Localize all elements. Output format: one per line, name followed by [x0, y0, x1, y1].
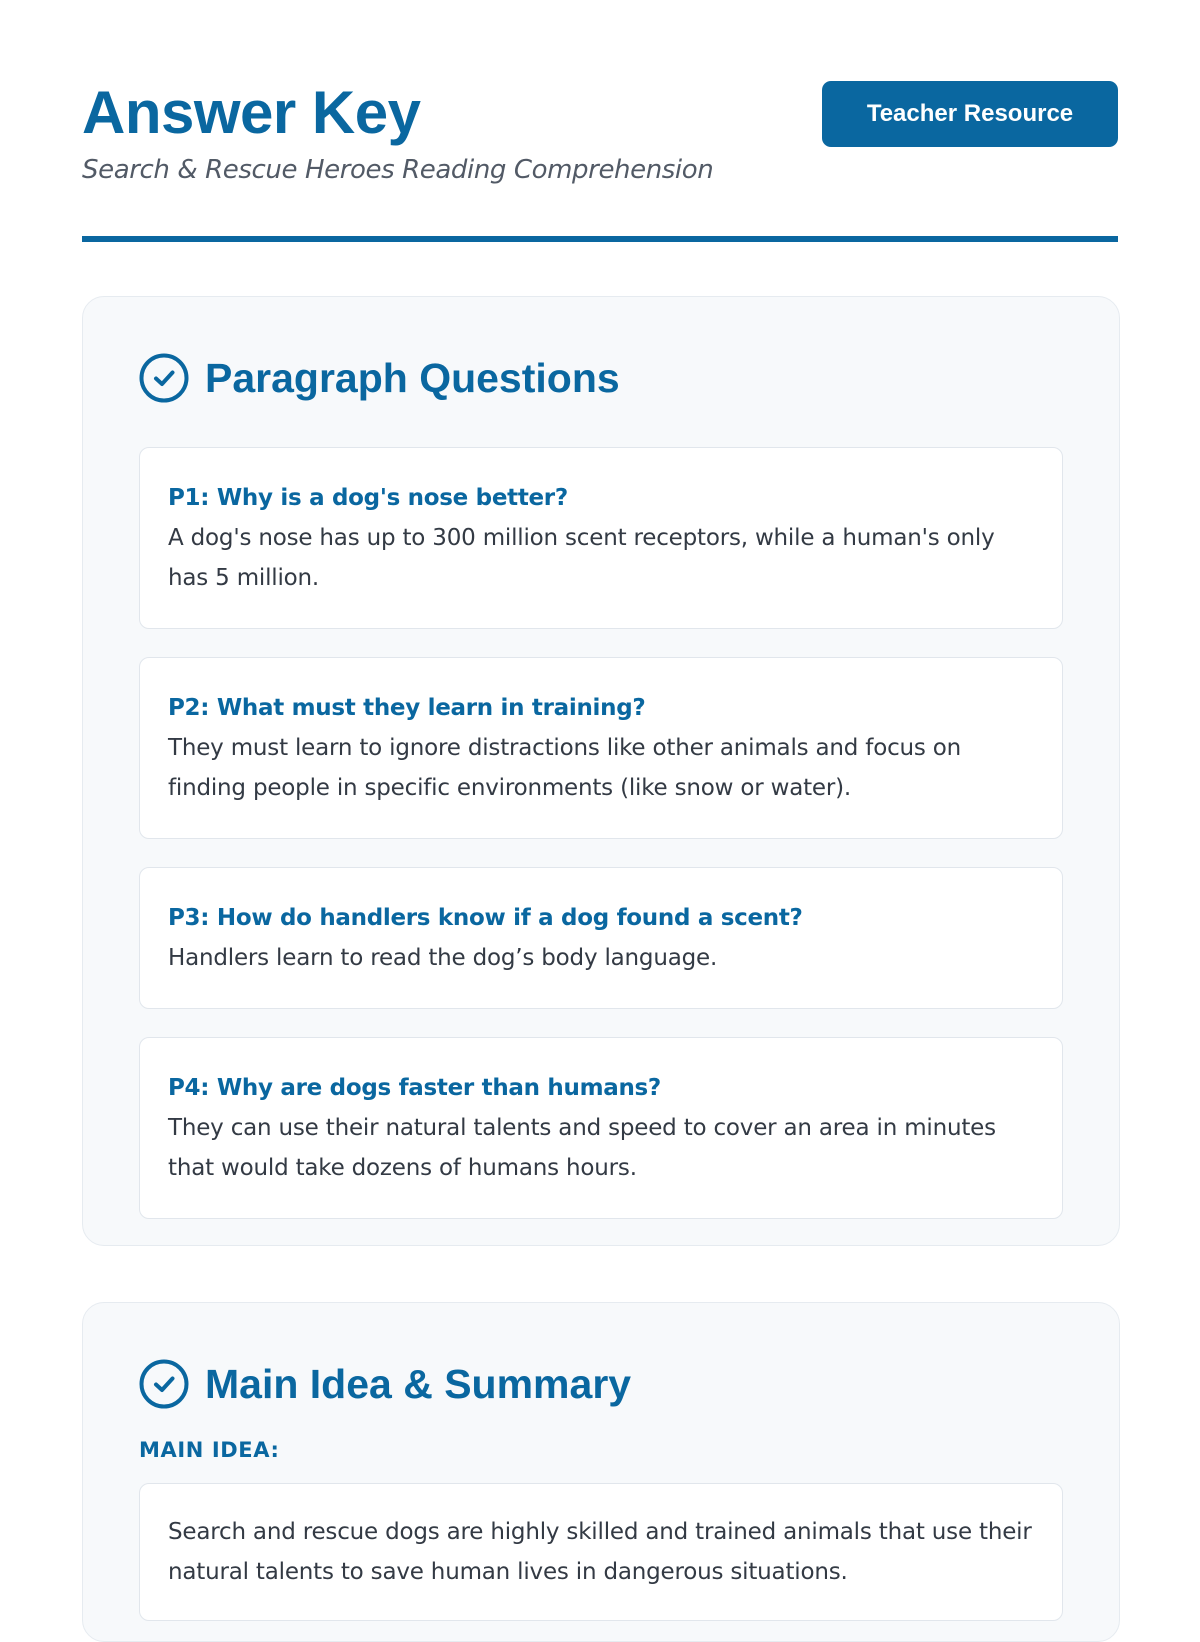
page-subtitle: Search & Rescue Heroes Reading Comprehension: [82, 155, 714, 185]
main-idea-card: [139, 1483, 1063, 1621]
page-title: Answer Key: [82, 79, 421, 146]
qa-card-p3: [139, 867, 1063, 1009]
qa-card-p2: [139, 657, 1063, 839]
answer-text: They must learn to ignore distractions like other animals and focus on finding people in specific environments (like snow or water).: [168, 735, 962, 801]
question-text: P2: What must they learn in training?: [168, 695, 646, 721]
question-text: P1: Why is a dog's nose better?: [168, 485, 568, 511]
answer-text: A dog's nose has up to 300 million scent receptors, while a human's only has 5 million.: [168, 525, 995, 591]
page-header: [82, 0, 1118, 242]
section-header: [139, 1359, 1063, 1409]
teacher-resource-badge: Teacher Resource: [822, 81, 1118, 147]
main-idea-summary-section: [82, 1302, 1120, 1642]
section-title: Paragraph Questions: [205, 355, 620, 401]
section-header: [139, 353, 1063, 403]
main-idea-text: Search and rescue dogs are highly skilled and trained animals that use their natural talents to save human lives in dangerous situations.: [168, 1519, 1032, 1585]
check-circle-icon: [139, 353, 189, 403]
main-idea-label: MAIN IDEA:: [139, 1438, 280, 1462]
section-title: Main Idea & Summary: [205, 1361, 632, 1407]
answer-text: Handlers learn to read the dog’s body language.: [168, 945, 718, 971]
paragraph-questions-section: [82, 296, 1120, 1246]
qa-card-p4: [139, 1037, 1063, 1219]
check-circle-icon: [139, 1359, 189, 1409]
qa-card-p1: [139, 447, 1063, 629]
question-text: P4: Why are dogs faster than humans?: [168, 1075, 661, 1101]
question-text: P3: How do handlers know if a dog found a scent?: [168, 905, 803, 931]
answer-text: They can use their natural talents and speed to cover an area in minutes that would take dozens of humans hours.: [168, 1115, 996, 1181]
